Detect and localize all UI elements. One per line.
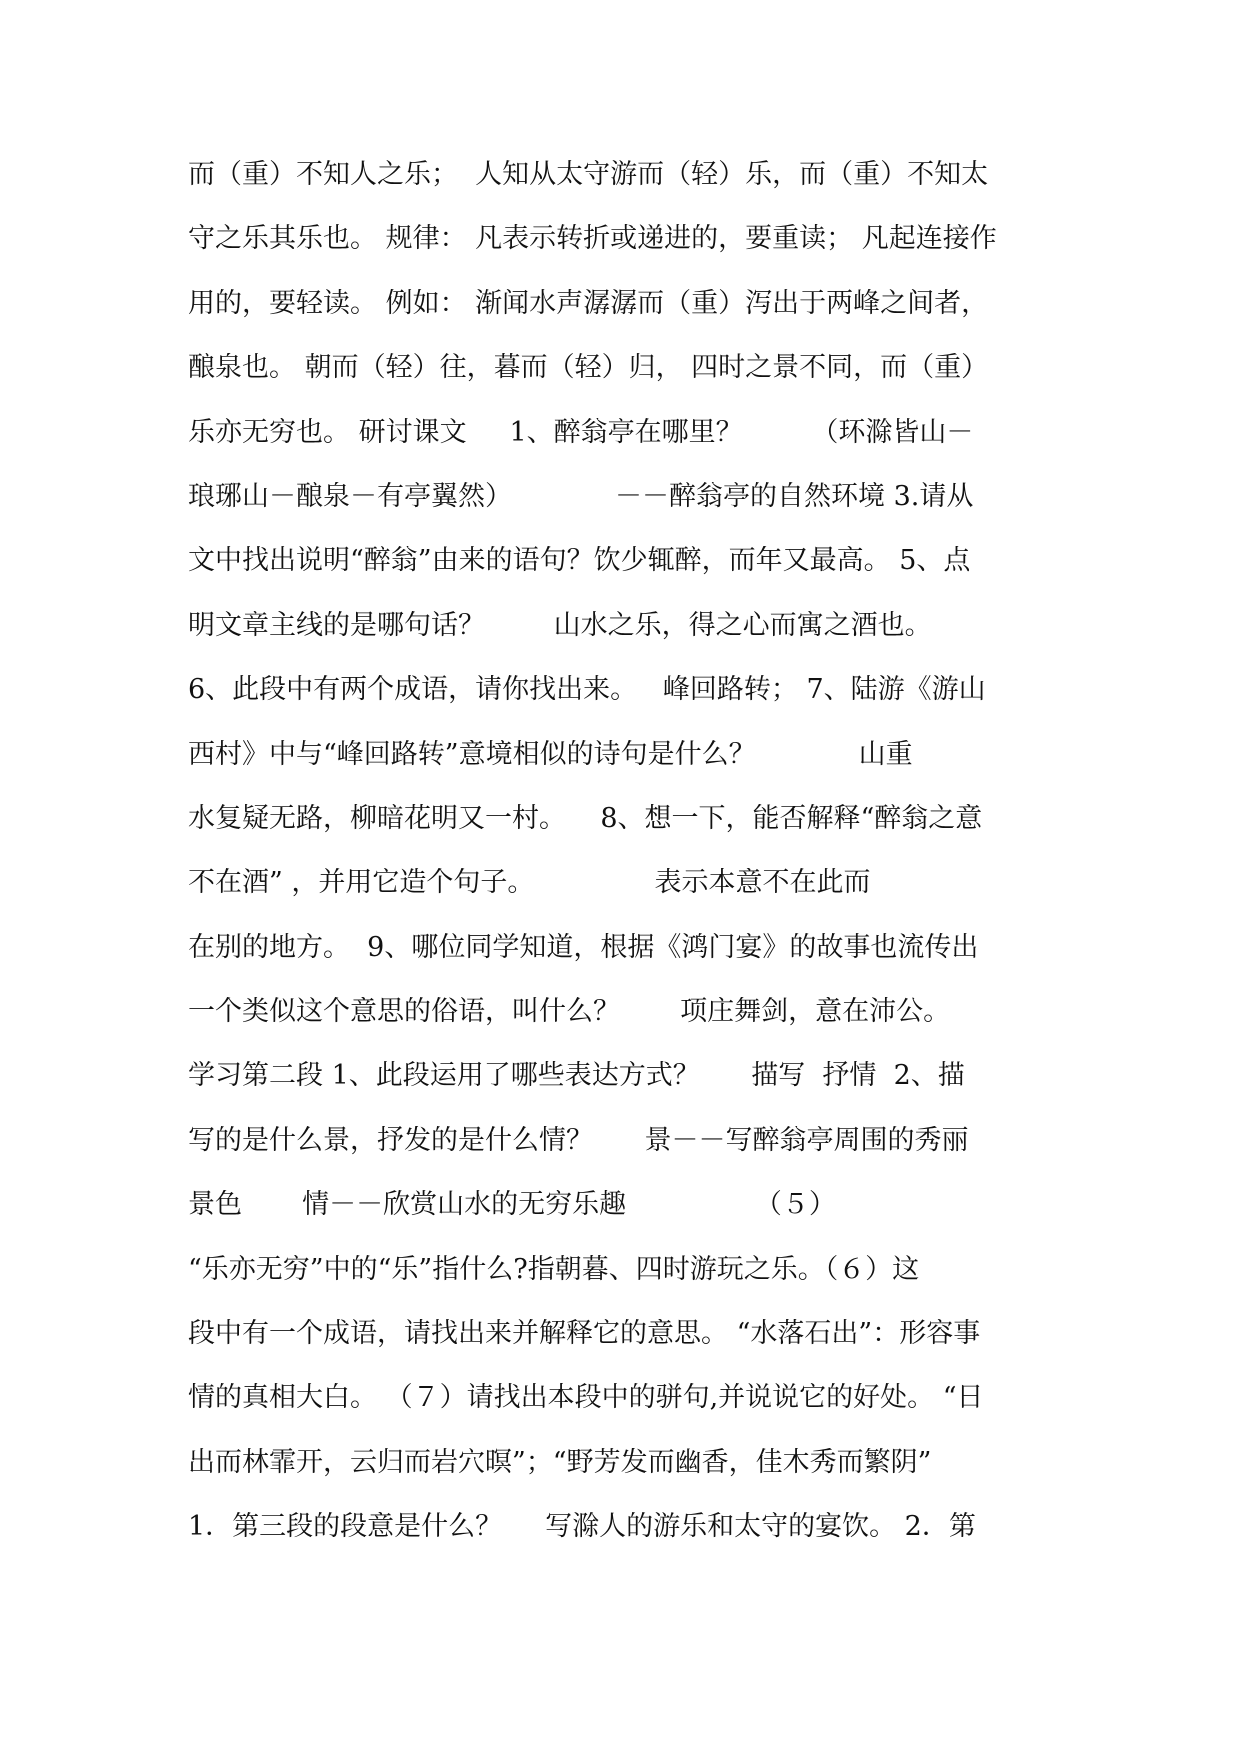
text-line-content: 乐亦无穷也。 研讨课文 1、醉翁亭在哪里？ （环滁皆山－ xyxy=(188,417,974,448)
text-line-content: 情的真相大白。 （７）请找出本段中的骈句,并说说它的好处。 “日 xyxy=(188,1383,984,1414)
text-line xyxy=(188,740,1068,804)
text-line xyxy=(188,1319,1068,1383)
text-line xyxy=(188,1448,1068,1512)
text-line xyxy=(188,160,1068,224)
text-line xyxy=(188,353,1068,417)
text-line-content: 6、此段中有两个成语，请你找出来。 峰回路转； 7、陆游《游山 xyxy=(188,675,986,706)
text-line-content: 酿泉也。 朝而（轻）往，暮而（轻）归， 四时之景不同，而（重） xyxy=(188,353,989,384)
text-line-content: 守之乐其乐也。 规律： 凡表示转折或递进的，要重读； 凡起连接作 xyxy=(188,224,997,255)
text-line-content: 而（重）不知人之乐； 人知从太守游而（轻）乐，而（重）不知太 xyxy=(188,160,989,190)
text-line xyxy=(188,546,1068,610)
text-line xyxy=(188,482,1068,546)
text-line-content: 西村》中与“峰回路转”意境相似的诗句是什么？ 山重 xyxy=(188,739,913,770)
text-line-content: 文中找出说明“醉翁”由来的语句？饮少辄醉，而年又最高。 5、点 xyxy=(188,546,971,577)
text-line xyxy=(188,289,1068,353)
text-line xyxy=(188,675,1068,739)
body-text xyxy=(188,160,1068,1577)
text-line xyxy=(188,1061,1068,1125)
text-line-content: 在别的地方。 9、哪位同学知道，根据《鸿门宴》的故事也流传出 xyxy=(188,932,979,963)
text-line xyxy=(188,868,1068,932)
text-line-content: 不在酒” ，并用它造个句子。 表示本意不在此而 xyxy=(188,868,871,899)
text-line xyxy=(188,224,1068,288)
text-line xyxy=(188,804,1068,868)
text-line xyxy=(188,418,1068,482)
text-line-content: 写的是什么景，抒发的是什么情？ 景－－写醉翁亭周围的秀丽 xyxy=(188,1125,969,1156)
text-line-content: 景色 情－－欣赏山水的无穷乐趣 （５） xyxy=(188,1190,836,1221)
text-line-content: “乐亦无穷”中的“乐”指什么?指朝暮、四时游玩之乐。（６）这 xyxy=(188,1254,920,1285)
text-line-content: 学习第二段 1、此段运用了哪些表达方式？ 描写 抒情 2、描 xyxy=(188,1061,965,1092)
text-line xyxy=(188,1512,1068,1576)
text-line-content: 用的，要轻读。 例如： 渐闻水声潺潺而（重）泻出于两峰之间者， xyxy=(188,288,989,319)
text-line xyxy=(188,997,1068,1061)
text-line xyxy=(188,1126,1068,1190)
text-line xyxy=(188,1190,1068,1254)
text-line-content: 段中有一个成语，请找出来并解释它的意思。 “水落石出”：形容事 xyxy=(188,1319,981,1350)
text-line-content: 明文章主线的是哪句话？ 山水之乐，得之心而寓之酒也。 xyxy=(188,610,932,641)
text-line-content: 一个类似这个意思的俗语，叫什么？ 项庄舞剑，意在沛公。 xyxy=(188,997,951,1028)
text-line-content: 1．第三段的段意是什么？ 写滁人的游乐和太守的宴饮。 2．第 xyxy=(188,1512,976,1543)
text-line-content: 琅琊山－酿泉－有亭翼然） －－醉翁亭的自然环境 3.请从 xyxy=(188,481,974,512)
text-line xyxy=(188,611,1068,675)
text-line xyxy=(188,1383,1068,1447)
text-line xyxy=(188,1255,1068,1319)
text-line-content: 出而林霏开，云归而岩穴暝”；“野芳发而幽香，佳木秀而繁阴” xyxy=(188,1447,932,1478)
text-line-content: 水复疑无路，柳暗花明又一村。 8、想一下，能否解释“醉翁之意 xyxy=(188,803,983,834)
text-line xyxy=(188,933,1068,997)
